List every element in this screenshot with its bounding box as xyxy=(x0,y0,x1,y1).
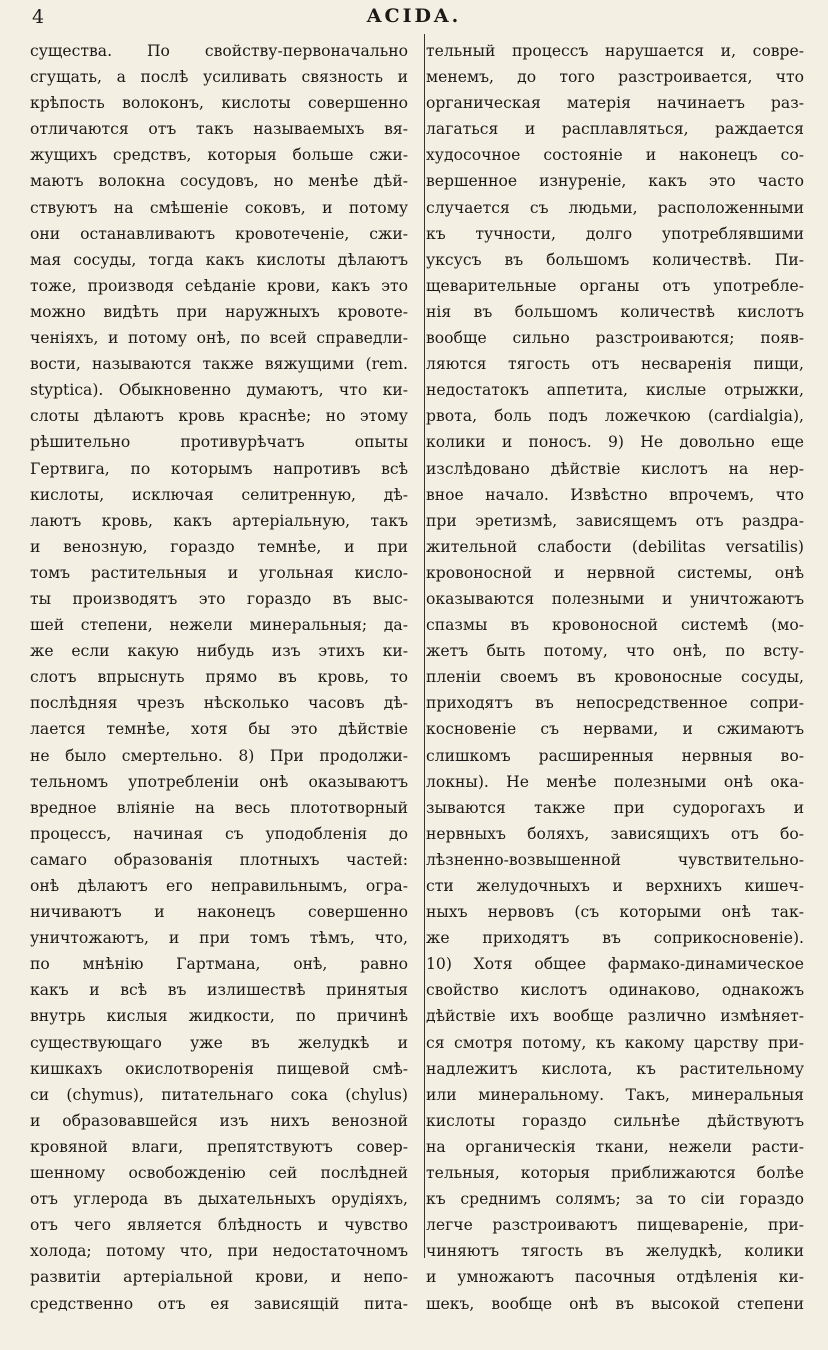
text-line: рвота, боль подъ ложечкою (cardialgia), xyxy=(426,407,804,426)
text-line: щеварительные органы отъ употребле- xyxy=(426,276,804,295)
text-line: жущихъ средствъ, которыя больше сжи- xyxy=(30,146,408,165)
text-line: жительной слабости (debilitas versatilis) xyxy=(426,537,804,556)
text-line: чиняютъ тягость въ желудкѣ, колики xyxy=(426,1242,804,1261)
text-line: холода; потому что, при недостаточномъ xyxy=(30,1242,408,1261)
text-line: нервныхъ боляхъ, зависящихъ отъ бо- xyxy=(426,824,804,843)
text-line: оказываются полезными и уничтожаютъ xyxy=(426,589,804,608)
text-line: шенному освобожденію сей послѣдней xyxy=(30,1164,408,1183)
text-line: кровоносной и нервной системы, онѣ xyxy=(426,563,804,582)
text-line: тельномъ употребленіи онѣ оказываютъ xyxy=(30,772,408,791)
text-line: лается темнѣе, хотя бы это дѣйствіе xyxy=(30,720,408,739)
left-column xyxy=(30,38,408,1317)
text-line: надлежитъ кислота, къ растительному xyxy=(426,1059,804,1078)
text-line: Гертвига, по которымъ напротивъ всѣ xyxy=(30,459,408,478)
text-line: спазмы въ кровоносной системѣ (мо- xyxy=(426,616,804,635)
text-line: зываются также при судорогахъ и xyxy=(426,798,804,817)
text-line: тоже, производя сеѣданіе крови, какъ это xyxy=(30,276,408,295)
text-line: нія въ большомъ количествѣ кислотъ xyxy=(426,302,804,321)
text-line: легче разстроиваютъ пищевареніе, при- xyxy=(426,1216,804,1235)
text-line: сти желудочныхъ и верхнихъ кишеч- xyxy=(426,877,804,895)
text-line: отъ углерода въ дыхательныхъ орудіяхъ, xyxy=(30,1190,408,1209)
text-line: самаго образованія плотныхъ частей: xyxy=(30,850,408,869)
text-line: они останавливаютъ кровотеченіе, сжи- xyxy=(30,224,408,243)
text-line: слоты дѣлаютъ кровь краснѣе; но этому xyxy=(30,407,408,426)
text-line: лѣзненно-возвышенной чувствительно- xyxy=(426,850,804,869)
text-line: ся смотря потому, къ какому царству при- xyxy=(426,1033,804,1052)
text-line: мая сосуды, тогда какъ кислоты дѣлаютъ xyxy=(30,250,408,269)
text-line: тельныя, которыя приближаются болѣе xyxy=(426,1164,804,1183)
text-line: уксусъ въ большомъ количествѣ. Пи- xyxy=(426,250,804,269)
text-line: же если какую нибудь изъ этихъ ки- xyxy=(30,642,408,661)
text-line: пленіи своемъ въ кровоносные сосуды, xyxy=(426,668,804,687)
text-line: томъ растительныя и угольная кисло- xyxy=(30,563,408,582)
text-line: и венозную, гораздо темнѣе, и при xyxy=(30,537,408,556)
text-line: приходятъ въ непосредственное сопри- xyxy=(426,694,804,713)
text-line: отъ чего является блѣдность и чувство xyxy=(30,1216,408,1235)
text-line: ченіяхъ, и потому онѣ, по всей справедли- xyxy=(30,329,408,348)
text-line: худосочное состояніе и наконецъ со- xyxy=(426,146,804,165)
text-line: развитіи артеріальной крови, и непо- xyxy=(30,1268,408,1287)
text-line: при эретизмѣ, зависящемъ отъ раздра- xyxy=(426,511,804,530)
text-line: сгущать, а послѣ усиливать связность и xyxy=(30,68,408,87)
text-line: кислоты, исключая селитренную, дѣ- xyxy=(30,485,408,504)
text-line: шей степени, нежели минеральныя; да- xyxy=(30,616,408,635)
text-line: крѣпость волоконъ, кислоты совершенно xyxy=(30,94,408,113)
text-line: ты производятъ это гораздо въ выс- xyxy=(30,589,408,608)
text-columns xyxy=(18,38,810,1317)
text-line: онѣ дѣлаютъ его неправильнымъ, огра- xyxy=(30,877,408,895)
text-line: къ тучности, долго употреблявшими xyxy=(426,224,804,243)
text-line: уничтожаютъ, и при томъ тѣмъ, что, xyxy=(30,929,408,948)
text-line: жетъ быть потому, что онѣ, по всту- xyxy=(426,642,804,661)
text-line: styptica). Обыкновенно думаютъ, что ки- xyxy=(30,381,408,400)
page-header xyxy=(18,0,810,34)
text-line: кишкахъ окислотворенія пищевой смѣ- xyxy=(30,1059,408,1078)
text-line: дѣйствіе ихъ вообще различно измѣняет- xyxy=(426,1007,804,1026)
text-line: рѣшительно противурѣчатъ опыты xyxy=(30,433,408,452)
text-line: и умножаютъ пасочныя отдѣленія ки- xyxy=(426,1268,804,1287)
text-line: колики и поносъ. 9) Не довольно еще xyxy=(426,433,804,452)
text-line: 10) Хотя общее фармако-динамическое xyxy=(426,955,804,974)
text-line: вредное вліяніе на весь плототворный xyxy=(30,798,408,817)
text-line: не было смертельно. 8) При продолжи- xyxy=(30,746,408,765)
text-line: органическая матерія начинаетъ раз- xyxy=(426,94,804,113)
text-line: слотъ впрыснуть прямо въ кровь, то xyxy=(30,668,408,687)
text-line: случается съ людьми, расположенными xyxy=(426,198,804,217)
text-line: лаютъ кровь, какъ артеріальную, такъ xyxy=(30,511,408,530)
text-line: къ среднимъ солямъ; за то сіи гораздо xyxy=(426,1190,804,1209)
text-line: свойство кислотъ одинаково, однакожъ xyxy=(426,981,804,1000)
text-line: на органическія ткани, нежели расти- xyxy=(426,1137,804,1156)
text-line: лагаться и расплавляться, раждается xyxy=(426,120,804,139)
text-line: вершенное изнуреніе, какъ это часто xyxy=(426,172,804,191)
text-line: вообще сильно разстроиваются; появ- xyxy=(426,329,804,348)
column-divider xyxy=(424,34,425,1258)
text-line: вости, называются также вяжущими (rem. xyxy=(30,355,408,374)
text-line: тельный процессъ нарушается и, совре- xyxy=(426,42,804,60)
text-line: послѣдняя чрезъ нѣсколько часовъ дѣ- xyxy=(30,694,408,713)
text-line: слишкомъ расширенныя нервныя во- xyxy=(426,746,804,765)
text-line: недостатокъ аппетита, кислые отрыжки, xyxy=(426,381,804,400)
text-line: отличаются отъ такъ называемыхъ вя- xyxy=(30,120,408,139)
text-line: кровяной влаги, препятствуютъ совер- xyxy=(30,1137,408,1156)
text-line: ствуютъ на смѣшеніе соковъ, и потому xyxy=(30,198,408,217)
right-column xyxy=(426,38,804,1317)
text-line: можно видѣть при наружныхъ кровоте- xyxy=(30,302,408,321)
page-number: 4 xyxy=(32,6,45,28)
text-line: си (chymus), питательнаго сока (chylus) xyxy=(30,1085,408,1104)
text-line: или минеральному. Такъ, минеральныя xyxy=(426,1085,804,1104)
text-line: существующаго уже въ желудкѣ и xyxy=(30,1033,408,1052)
text-line: внутрь кислыя жидкости, по причинѣ xyxy=(30,1007,408,1026)
text-line: менемъ, до того разстроивается, что xyxy=(426,68,804,87)
text-line: и образовавшейся изъ нихъ венозной xyxy=(30,1111,408,1130)
text-line: маютъ волокна сосудовъ, но менѣе дѣй- xyxy=(30,172,408,191)
text-line: шекъ, вообще онѣ въ высокой степени xyxy=(426,1294,804,1313)
text-line: вное начало. Извѣстно впрочемъ, что xyxy=(426,485,804,504)
text-line: ляются тягость отъ несваренія пищи, xyxy=(426,355,804,374)
running-head: ACIDA. xyxy=(366,5,462,27)
text-line: локны). Не менѣе полезными онѣ ока- xyxy=(426,772,804,791)
text-line: по мнѣнію Гартмана, онѣ, равно xyxy=(30,955,408,974)
text-line: средственно отъ ея зависящій пита- xyxy=(30,1294,408,1313)
text-line: косновеніе съ нервами, и сжимаютъ xyxy=(426,720,804,739)
text-line: существа. По свойству-первоначально xyxy=(30,42,408,60)
text-line: изслѣдовано дѣйствіе кислотъ на нер- xyxy=(426,459,804,478)
text-line: ничиваютъ и наконецъ совершенно xyxy=(30,903,408,922)
text-line: кислоты гораздо сильнѣе дѣйствуютъ xyxy=(426,1111,804,1130)
text-line: ныхъ нервовъ (съ которыми онѣ так- xyxy=(426,903,804,922)
text-line: же приходятъ въ соприкосновеніе). xyxy=(426,929,804,948)
text-line: какъ и всѣ въ излишествѣ принятыя xyxy=(30,981,408,1000)
text-line: процессъ, начиная съ уподобленія до xyxy=(30,824,408,843)
